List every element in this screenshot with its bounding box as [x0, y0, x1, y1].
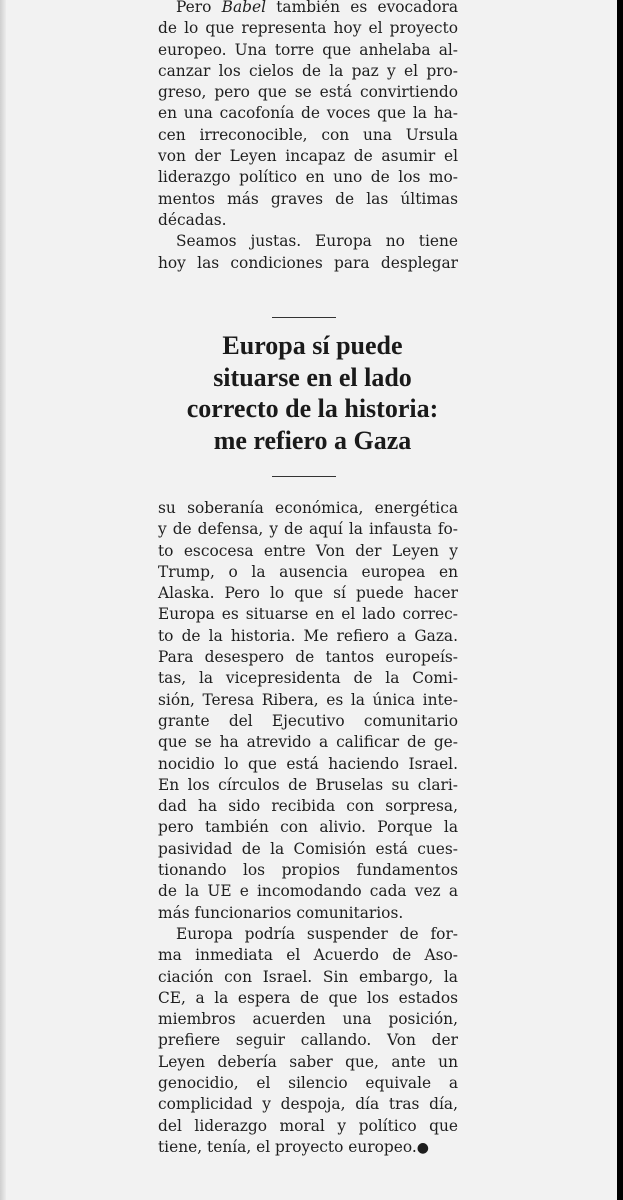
page-left-edge — [0, 0, 6, 1200]
headline-line: correcto de la historia: — [186, 394, 439, 423]
end-mark-icon: ● — [416, 1139, 429, 1156]
headline-line: me refiero a Gaza — [213, 425, 412, 455]
text-line: hoy las condiciones para desplegar — [158, 253, 458, 272]
text-line: canzar los cielos de la paz y el pro- — [158, 61, 458, 80]
text-line: Europa es situarse en el lado correc- — [158, 605, 458, 624]
text-line: von der Leyen incapaz de asumir el — [158, 147, 458, 166]
text-line: Trump, o la ausencia europea en — [158, 562, 458, 581]
text-line: Alaska. Pero lo que sí puede hacer — [158, 584, 458, 603]
text-line: cen irreconocible, con una Ursula — [158, 125, 458, 144]
headline-rule-top — [272, 317, 336, 318]
pull-quote-headline — [140, 330, 485, 456]
text-line: pasividad de la Comisión está cues- — [158, 839, 458, 858]
text-line: décadas. — [158, 210, 227, 229]
text-line: su soberanía económica, energética — [158, 499, 458, 517]
text-line: genocidio, el silencio equivale a — [158, 1074, 458, 1093]
text-line: tiene, tenía, el proyecto europeo.● — [158, 1137, 429, 1156]
text-line: tionando los propios fundamentos — [158, 861, 458, 880]
article-column-top — [158, 0, 458, 274]
text-line: grante del Ejecutivo comunitario — [158, 711, 458, 730]
text-line: nocidio lo que está haciendo Israel. — [158, 754, 458, 773]
headline-line: situarse en el lado — [213, 362, 412, 392]
text-line: miembros acuerden una posición, — [158, 1010, 458, 1029]
text-line: tas, la vicepresidenta de la Comi- — [158, 669, 458, 688]
text-line: de la UE e incomodando cada vez a — [158, 882, 458, 901]
text-line: Seamos justas. Europa no tiene — [176, 232, 458, 251]
text-line: europeo. Una torre que anhelaba al- — [158, 40, 458, 59]
text-line: pero también con alivio. Porque la — [158, 818, 458, 837]
text-line: to de la historia. Me refiero a Gaza. — [158, 626, 458, 645]
text-line: Para desespero de tantos europeís- — [158, 648, 458, 667]
text-line: liderazgo político en uno de los mo- — [158, 168, 458, 187]
text-line: greso, pero que se está convirtiendo — [158, 83, 458, 102]
text-line: más funcionarios comunitarios. — [158, 903, 404, 922]
headline-line: Europa sí puede — [222, 331, 403, 360]
text-line: ciación con Israel. Sin embargo, la — [158, 967, 458, 986]
text-line: to escocesa entre Von der Leyen y — [158, 541, 458, 560]
text-line: Europa podría suspender de for- — [176, 924, 458, 943]
text-line: En los círculos de Bruselas su clari- — [158, 775, 458, 794]
text-line: Leyen debería saber que, ante un — [158, 1052, 458, 1071]
text-line: que se ha atrevido a calificar de ge- — [158, 733, 458, 752]
text-line: Pero Babel también es evocadora — [176, 0, 458, 16]
text-line: del liderazgo moral y político que — [158, 1116, 458, 1135]
text-line: complicidad y despoja, día tras día, — [158, 1095, 458, 1114]
text-line: sión, Teresa Ribera, es la única inte- — [158, 690, 458, 709]
headline-rule-bottom — [272, 476, 336, 477]
text-line: dad ha sido recibida con sorpresa, — [158, 797, 458, 816]
page-right-border — [617, 0, 623, 1200]
text-line: de lo que representa hoy el proyecto — [158, 19, 458, 38]
text-line: mentos más graves de las últimas — [158, 189, 458, 208]
text-line: y de defensa, y de aquí la infausta fo- — [158, 520, 458, 539]
text-line: prefiere seguir callando. Von der — [158, 1031, 458, 1050]
article-column-bottom — [158, 498, 458, 1158]
text-line: CE, a la espera de que los estados — [158, 988, 458, 1007]
text-line: en una cacofonía de voces que la ha- — [158, 104, 458, 123]
text-line: ma inmediata el Acuerdo de Aso- — [158, 946, 458, 965]
